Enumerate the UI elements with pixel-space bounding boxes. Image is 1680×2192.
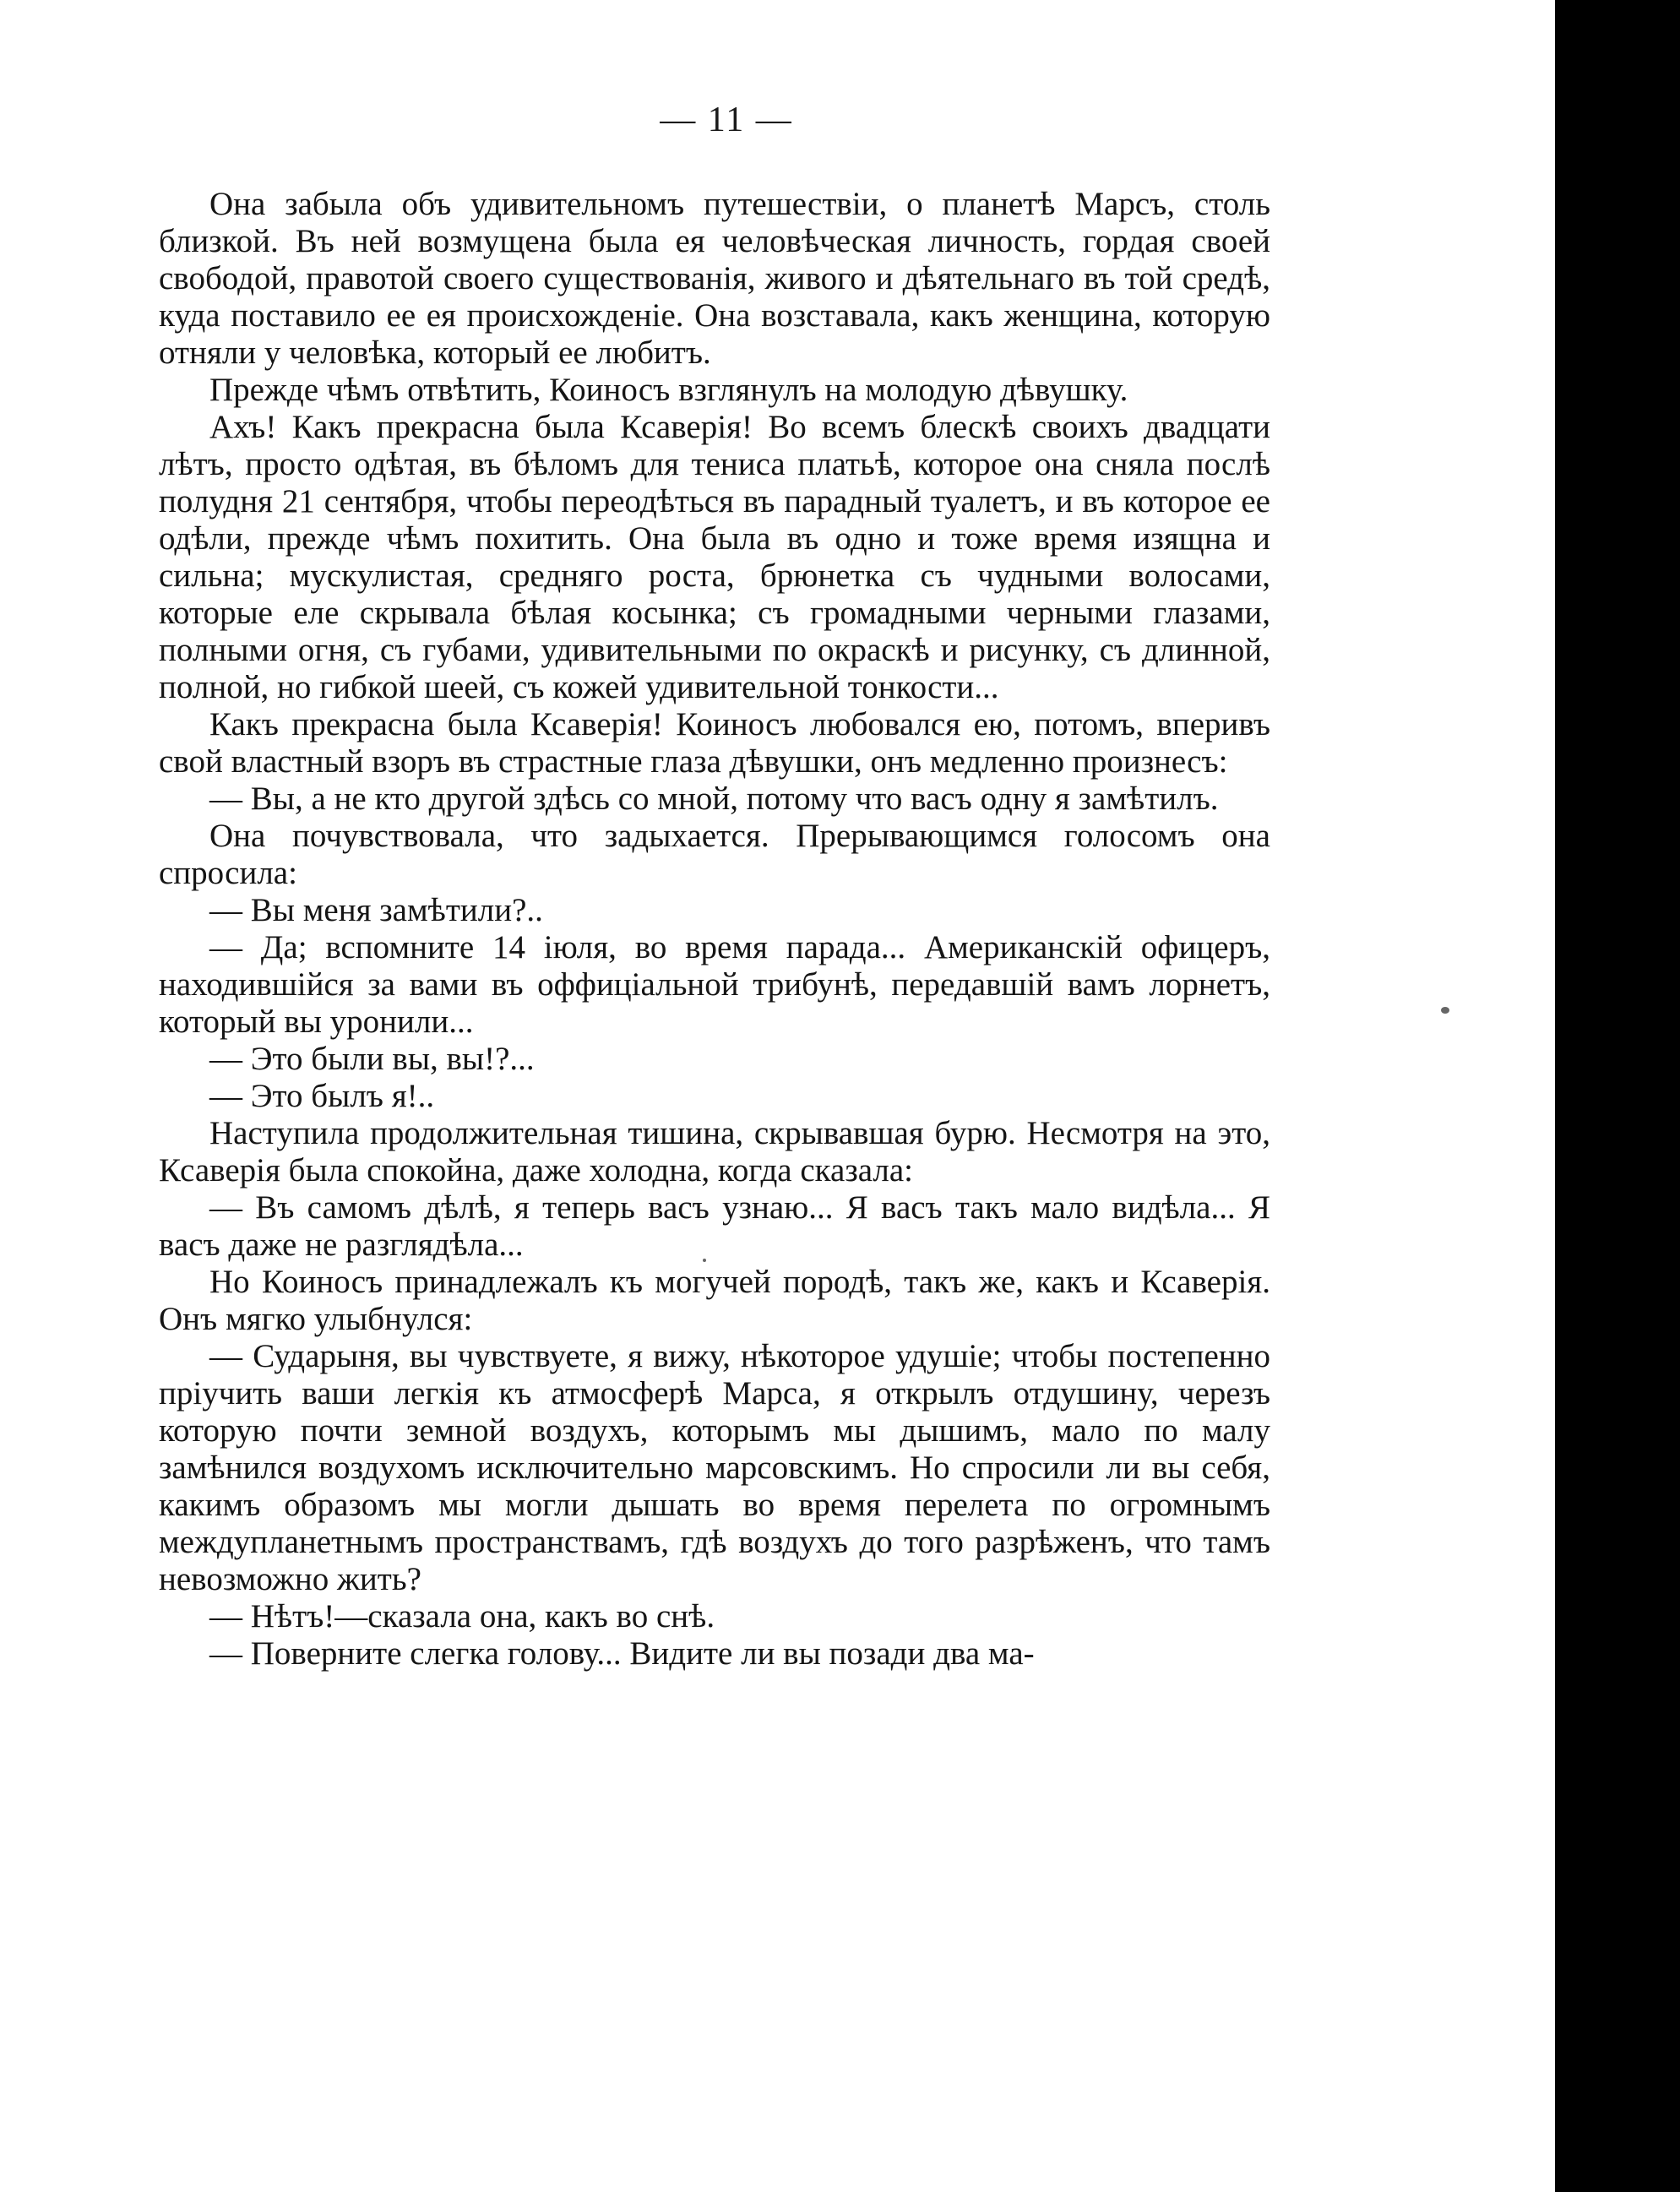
paragraph: — Вы, а не кто другой здѣсь со мной, потому что васъ одну я замѣтилъ. <box>209 781 1219 817</box>
paragraph: Наступила продолжительная тишина, скрывавшая бурю. Несмотря на это, Ксаверія была спокойна, даже холодна, когда сказала: <box>159 1115 1270 1188</box>
paragraph: Но Коиносъ принадлежалъ къ могучей породѣ, такъ же, какъ и Ксаверія. Онъ мягко улыбнулся: <box>159 1264 1270 1337</box>
paragraph: — Поверните слегка голову... Видите ли вы позади два ма- <box>209 1635 1035 1672</box>
paragraph: — Сударыня, вы чувствуете, я вижу, нѣкоторое удушіе; чтобы постепенно пріучить ваши легкія къ атмосферѣ Марса, я открылъ отдушину, черезъ которую почти земной воздухъ, которымъ мы дышимъ, мало по малу замѣнился воздухомъ исключительно марсовскимъ. Но спросили ли вы себя, какимъ образомъ мы могли дышать во время перелета по огромнымъ междупланетнымъ пространствамъ, гдѣ воздухъ до того разрѣженъ, что тамъ невозможно жить? <box>159 1338 1270 1597</box>
scan-speck <box>703 1259 706 1262</box>
paragraph: Она почувствовала, что задыхается. Прерывающимся голосомъ она спросила: <box>159 818 1270 891</box>
paragraph: Прежде чѣмъ отвѣтить, Коиносъ взглянулъ на молодую дѣвушку. <box>209 372 1128 408</box>
page-number: — 11 — <box>660 101 793 139</box>
scan-speck <box>1441 1007 1449 1014</box>
scan-border <box>1555 0 1680 2192</box>
paragraph: — Да; вспомните 14 іюля, во время парада... Американскій офицеръ, находившійся за вами въ оффиціальной трибунѣ, передавшій вамъ лорнетъ, который вы уронили... <box>159 929 1270 1040</box>
paragraph: — Это былъ я!.. <box>209 1078 435 1114</box>
paragraph: Ахъ! Какъ прекрасна была Ксаверія! Во всемъ блескѣ своихъ двадцати лѣтъ, просто одѣтая, въ бѣломъ для тениса платьѣ, которое она сняла послѣ полудня 21 сентября, чтобы переодѣться въ парадный туалетъ, и въ которое ее одѣли, прежде чѣмъ похитить. Она была въ одно и тоже время изящна и сильна; мускулистая, средняго роста, брюнетка съ чудными волосами, которые еле скрывала бѣлая косынка; съ громадными черными глазами, полными огня, съ губами, удивительными по окраскѣ и рисунку, съ длинной, полной, но гибкой шеей, съ кожей удивительной тонкости... <box>159 409 1270 705</box>
paragraph: — Нѣтъ!—сказала она, какъ во снѣ. <box>209 1598 715 1634</box>
paragraph: Она забыла объ удивительномъ путешествіи, о планетѣ Марсъ, столь близкой. Въ ней возмущена была ея человѣческая личность, гордая своей свободой, правотой своего существованія, живого и дѣятельнаго въ той средѣ, куда поставило ее ея происхожденіе. Она возставала, какъ женщина, которую отняли у человѣка, который ее любитъ. <box>159 186 1270 371</box>
body-text <box>159 186 1270 1673</box>
paragraph: — Вы меня замѣтили?.. <box>209 892 543 928</box>
paragraph: — Это были вы, вы!?... <box>209 1041 535 1077</box>
paragraph: Какъ прекрасна была Ксаверія! Коиносъ любовался ею, потомъ, вперивъ свой властный взоръ въ страстные глаза дѣвушки, онъ медленно произнесъ: <box>159 706 1270 780</box>
paragraph: — Въ самомъ дѣлѣ, я теперь васъ узнаю... Я васъ такъ мало видѣла... Я васъ даже не разглядѣла... <box>159 1189 1270 1263</box>
